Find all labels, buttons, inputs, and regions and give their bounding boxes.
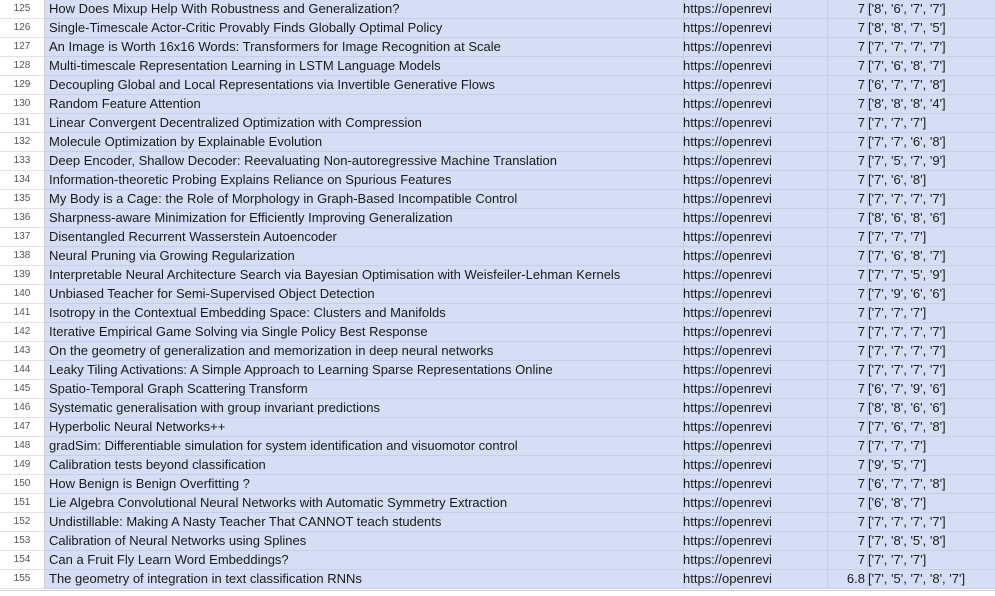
table-row[interactable] bbox=[0, 266, 995, 285]
table-row[interactable] bbox=[0, 190, 995, 209]
row-cells bbox=[45, 513, 995, 532]
ratings-cell[interactable]: ['7', '7', '7', '7'] bbox=[868, 514, 946, 529]
table-row[interactable] bbox=[0, 342, 995, 361]
row-header[interactable]: 151 bbox=[0, 494, 45, 513]
score-cell[interactable]: 7 bbox=[828, 114, 868, 132]
row-cells bbox=[45, 38, 995, 57]
url-cell[interactable]: https://openrevi bbox=[683, 228, 828, 246]
ratings-cell[interactable]: ['6', '8', '7'] bbox=[868, 495, 927, 510]
title-cell[interactable]: The geometry of integration in text classification RNNs bbox=[45, 570, 684, 588]
ratings-cell[interactable]: ['7', '7', '7', '7'] bbox=[868, 39, 946, 54]
table-row[interactable] bbox=[0, 570, 995, 589]
url-cell[interactable]: https://openrevi bbox=[683, 57, 828, 75]
url-cell[interactable]: https://openrevi bbox=[683, 437, 828, 455]
row-header[interactable]: 150 bbox=[0, 475, 45, 494]
table-row[interactable] bbox=[0, 247, 995, 266]
title-cell[interactable]: Sharpness-aware Minimization for Efficiently Improving Generalization bbox=[45, 209, 684, 227]
ratings-cell[interactable]: ['7', '7', '7'] bbox=[868, 115, 927, 130]
ratings-cell[interactable]: ['7', '7', '7', '7'] bbox=[868, 362, 946, 377]
ratings-cell[interactable]: ['8', '6', '7', '7'] bbox=[868, 1, 946, 16]
row-cells bbox=[45, 0, 995, 19]
row-header[interactable]: 146 bbox=[0, 399, 45, 418]
score-cell[interactable]: 7 bbox=[828, 228, 868, 246]
ratings-cell[interactable]: ['7', '7', '7'] bbox=[868, 305, 927, 320]
title-cell[interactable]: Hyperbolic Neural Networks++ bbox=[45, 418, 684, 436]
url-cell[interactable]: https://openrevi bbox=[683, 399, 828, 417]
row-cells bbox=[45, 304, 995, 323]
table-row[interactable] bbox=[0, 38, 995, 57]
score-cell[interactable]: 7 bbox=[828, 57, 868, 75]
table-row[interactable] bbox=[0, 494, 995, 513]
url-cell[interactable]: https://openrevi bbox=[683, 418, 828, 436]
url-cell[interactable]: https://openrevi bbox=[683, 380, 828, 398]
url-cell[interactable]: https://openrevi bbox=[683, 285, 828, 303]
title-cell[interactable]: Isotropy in the Contextual Embedding Space: Clusters and Manifolds bbox=[45, 304, 684, 322]
url-cell[interactable]: https://openrevi bbox=[683, 304, 828, 322]
score-cell[interactable]: 7 bbox=[828, 475, 868, 493]
score-cell[interactable]: 7 bbox=[828, 323, 868, 341]
url-cell[interactable]: https://openrevi bbox=[683, 38, 828, 56]
ratings-cell[interactable]: ['7', '7', '7'] bbox=[868, 438, 927, 453]
score-cell[interactable]: 7 bbox=[828, 361, 868, 379]
url-cell[interactable]: https://openrevi bbox=[683, 95, 828, 113]
row-cells bbox=[45, 171, 995, 190]
row-cells bbox=[45, 228, 995, 247]
ratings-cell[interactable]: ['7', '5', '7', '9'] bbox=[868, 153, 946, 168]
title-cell[interactable]: Can a Fruit Fly Learn Word Embeddings? bbox=[45, 551, 684, 569]
table-row[interactable] bbox=[0, 418, 995, 437]
title-cell[interactable]: Calibration tests beyond classification bbox=[45, 456, 684, 474]
title-cell[interactable]: Systematic generalisation with group invariant predictions bbox=[45, 399, 684, 417]
title-cell[interactable]: gradSim: Differentiable simulation for system identification and visuomotor control bbox=[45, 437, 684, 455]
score-cell[interactable]: 7 bbox=[828, 266, 868, 284]
url-cell[interactable]: https://openrevi bbox=[683, 190, 828, 208]
title-cell[interactable]: Calibration of Neural Networks using Splines bbox=[45, 532, 684, 550]
table-row[interactable] bbox=[0, 209, 995, 228]
table-row[interactable] bbox=[0, 171, 995, 190]
row-cells bbox=[45, 285, 995, 304]
score-cell[interactable]: 7 bbox=[828, 0, 868, 18]
row-header[interactable]: 152 bbox=[0, 513, 45, 532]
row-cells bbox=[45, 266, 995, 285]
title-cell[interactable]: On the geometry of generalization and memorization in deep neural networks bbox=[45, 342, 684, 360]
row-header[interactable]: 134 bbox=[0, 171, 45, 190]
row-header[interactable]: 138 bbox=[0, 247, 45, 266]
row-cells bbox=[45, 475, 995, 494]
table-row[interactable] bbox=[0, 323, 995, 342]
ratings-cell[interactable]: ['7', '7', '7', '7'] bbox=[868, 324, 946, 339]
score-cell[interactable]: 7 bbox=[828, 38, 868, 56]
score-cell[interactable]: 7 bbox=[828, 437, 868, 455]
row-header[interactable]: 127 bbox=[0, 38, 45, 57]
title-cell[interactable]: An Image is Worth 16x16 Words: Transformers for Image Recognition at Scale bbox=[45, 38, 684, 56]
title-cell[interactable]: Undistillable: Making A Nasty Teacher That CANNOT teach students bbox=[45, 513, 684, 531]
ratings-cell[interactable]: ['6', '7', '7', '8'] bbox=[868, 77, 946, 92]
table-row[interactable] bbox=[0, 152, 995, 171]
row-header[interactable]: 126 bbox=[0, 19, 45, 38]
row-header[interactable]: 125 bbox=[0, 0, 45, 19]
title-cell[interactable]: Decoupling Global and Local Representations via Invertible Generative Flows bbox=[45, 76, 684, 94]
row-cells bbox=[45, 57, 995, 76]
ratings-cell[interactable]: ['6', '7', '9', '6'] bbox=[868, 381, 946, 396]
row-cells bbox=[45, 361, 995, 380]
row-header[interactable]: 144 bbox=[0, 361, 45, 380]
title-cell[interactable]: Molecule Optimization by Explainable Evolution bbox=[45, 133, 684, 151]
url-cell[interactable]: https://openrevi bbox=[683, 494, 828, 512]
ratings-cell[interactable]: ['7', '7', '7', '7'] bbox=[868, 191, 946, 206]
row-cells bbox=[45, 19, 995, 38]
score-cell[interactable]: 7 bbox=[828, 152, 868, 170]
score-cell[interactable]: 7 bbox=[828, 513, 868, 531]
row-cells bbox=[45, 437, 995, 456]
row-cells bbox=[45, 418, 995, 437]
row-header[interactable]: 131 bbox=[0, 114, 45, 133]
title-cell[interactable]: Multi-timescale Representation Learning in LSTM Language Models bbox=[45, 57, 684, 75]
ratings-cell[interactable]: ['7', '8', '5', '8'] bbox=[868, 533, 946, 548]
title-cell[interactable]: Disentangled Recurrent Wasserstein Autoencoder bbox=[45, 228, 684, 246]
title-cell[interactable]: Lie Algebra Convolutional Neural Networks with Automatic Symmetry Extraction bbox=[45, 494, 684, 512]
row-cells bbox=[45, 551, 995, 570]
table-row[interactable] bbox=[0, 513, 995, 532]
url-cell[interactable]: https://openrevi bbox=[683, 209, 828, 227]
ratings-cell[interactable]: ['7', '7', '7'] bbox=[868, 229, 927, 244]
ratings-cell[interactable]: ['7', '6', '8', '7'] bbox=[868, 248, 946, 263]
ratings-cell[interactable]: ['7', '7', '5', '9'] bbox=[868, 267, 946, 282]
url-cell[interactable]: https://openrevi bbox=[683, 475, 828, 493]
row-cells bbox=[45, 342, 995, 361]
row-cells bbox=[45, 95, 995, 114]
row-header[interactable]: 137 bbox=[0, 228, 45, 247]
table-row[interactable] bbox=[0, 57, 995, 76]
score-cell[interactable]: 7 bbox=[828, 494, 868, 512]
row-header[interactable]: 155 bbox=[0, 570, 45, 589]
url-cell[interactable]: https://openrevi bbox=[683, 323, 828, 341]
url-cell[interactable]: https://openrevi bbox=[683, 456, 828, 474]
title-cell[interactable]: Deep Encoder, Shallow Decoder: Reevaluating Non-autoregressive Machine Translation bbox=[45, 152, 684, 170]
ratings-cell[interactable]: ['7', '6', '8'] bbox=[868, 172, 927, 187]
table-row[interactable] bbox=[0, 532, 995, 551]
title-cell[interactable]: Unbiased Teacher for Semi-Supervised Object Detection bbox=[45, 285, 684, 303]
score-cell[interactable]: 7 bbox=[828, 456, 868, 474]
row-header[interactable]: 145 bbox=[0, 380, 45, 399]
score-cell[interactable]: 7 bbox=[828, 171, 868, 189]
table-row[interactable] bbox=[0, 399, 995, 418]
url-cell[interactable]: https://openrevi bbox=[683, 76, 828, 94]
row-cells bbox=[45, 114, 995, 133]
score-cell[interactable]: 7 bbox=[828, 418, 868, 436]
table-row[interactable] bbox=[0, 133, 995, 152]
row-cells bbox=[45, 323, 995, 342]
table-row[interactable] bbox=[0, 437, 995, 456]
url-cell[interactable]: https://openrevi bbox=[683, 266, 828, 284]
row-header[interactable]: 132 bbox=[0, 133, 45, 152]
table-row[interactable] bbox=[0, 380, 995, 399]
title-cell[interactable]: Linear Convergent Decentralized Optimization with Compression bbox=[45, 114, 684, 132]
url-cell[interactable]: https://openrevi bbox=[683, 247, 828, 265]
ratings-cell[interactable]: ['8', '8', '8', '4'] bbox=[868, 96, 946, 111]
score-cell[interactable]: 7 bbox=[828, 380, 868, 398]
ratings-cell[interactable]: ['7', '7', '7'] bbox=[868, 552, 927, 567]
title-cell[interactable]: Leaky Tiling Activations: A Simple Approach to Learning Sparse Representations Online bbox=[45, 361, 684, 379]
score-cell[interactable]: 7 bbox=[828, 76, 868, 94]
row-cells bbox=[45, 532, 995, 551]
ratings-cell[interactable]: ['7', '5', '7', '8', '7'] bbox=[868, 571, 966, 586]
row-cells bbox=[45, 380, 995, 399]
row-header[interactable]: 153 bbox=[0, 532, 45, 551]
title-cell[interactable]: My Body is a Cage: the Role of Morphology in Graph-Based Incompatible Control bbox=[45, 190, 684, 208]
row-cells bbox=[45, 399, 995, 418]
row-cells bbox=[45, 570, 995, 589]
url-cell[interactable]: https://openrevi bbox=[683, 114, 828, 132]
ratings-cell[interactable]: ['6', '7', '7', '8'] bbox=[868, 476, 946, 491]
row-cells bbox=[45, 494, 995, 513]
row-header[interactable]: 149 bbox=[0, 456, 45, 475]
row-header[interactable]: 130 bbox=[0, 95, 45, 114]
row-header[interactable]: 133 bbox=[0, 152, 45, 171]
url-cell[interactable]: https://openrevi bbox=[683, 532, 828, 550]
url-cell[interactable]: https://openrevi bbox=[683, 152, 828, 170]
table-row[interactable] bbox=[0, 0, 995, 19]
url-cell[interactable]: https://openrevi bbox=[683, 0, 828, 18]
table-row[interactable] bbox=[0, 95, 995, 114]
score-cell[interactable]: 7 bbox=[828, 551, 868, 569]
ratings-cell[interactable]: ['8', '8', '6', '6'] bbox=[868, 400, 946, 415]
title-cell[interactable]: How Benign is Benign Overfitting ? bbox=[45, 475, 684, 493]
row-cells bbox=[45, 76, 995, 95]
row-header[interactable]: 140 bbox=[0, 285, 45, 304]
score-cell[interactable]: 7 bbox=[828, 399, 868, 417]
score-cell[interactable]: 7 bbox=[828, 95, 868, 113]
row-header[interactable]: 147 bbox=[0, 418, 45, 437]
table-row[interactable] bbox=[0, 475, 995, 494]
row-header[interactable]: 128 bbox=[0, 57, 45, 76]
title-cell[interactable]: Neural Pruning via Growing Regularization bbox=[45, 247, 684, 265]
table-row[interactable] bbox=[0, 285, 995, 304]
table-row[interactable] bbox=[0, 114, 995, 133]
url-cell[interactable]: https://openrevi bbox=[683, 361, 828, 379]
row-header[interactable]: 142 bbox=[0, 323, 45, 342]
ratings-cell[interactable]: ['8', '8', '7', '5'] bbox=[868, 20, 946, 35]
score-cell[interactable]: 7 bbox=[828, 209, 868, 227]
url-cell[interactable]: https://openrevi bbox=[683, 551, 828, 569]
row-cells bbox=[45, 209, 995, 228]
ratings-cell[interactable]: ['7', '9', '6', '6'] bbox=[868, 286, 946, 301]
row-cells bbox=[45, 133, 995, 152]
row-cells bbox=[45, 152, 995, 171]
title-cell[interactable]: Iterative Empirical Game Solving via Single Policy Best Response bbox=[45, 323, 684, 341]
row-header[interactable]: 141 bbox=[0, 304, 45, 323]
score-cell[interactable]: 7 bbox=[828, 247, 868, 265]
url-cell[interactable]: https://openrevi bbox=[683, 19, 828, 37]
row-cells bbox=[45, 190, 995, 209]
ratings-cell[interactable]: ['7', '6', '8', '7'] bbox=[868, 58, 946, 73]
table-row[interactable] bbox=[0, 19, 995, 38]
ratings-cell[interactable]: ['7', '7', '7', '7'] bbox=[868, 343, 946, 358]
next-row-strip bbox=[0, 590, 995, 596]
row-header[interactable]: 143 bbox=[0, 342, 45, 361]
row-header[interactable]: 136 bbox=[0, 209, 45, 228]
title-cell[interactable]: Random Feature Attention bbox=[45, 95, 684, 113]
title-cell[interactable]: How Does Mixup Help With Robustness and Generalization? bbox=[45, 0, 684, 18]
row-header[interactable]: 135 bbox=[0, 190, 45, 209]
url-cell[interactable]: https://openrevi bbox=[683, 570, 828, 588]
title-cell[interactable]: Spatio-Temporal Graph Scattering Transform bbox=[45, 380, 684, 398]
title-cell[interactable]: Single-Timescale Actor-Critic Provably Finds Globally Optimal Policy bbox=[45, 19, 684, 37]
title-cell[interactable]: Interpretable Neural Architecture Search via Bayesian Optimisation with Weisfeiler-Lehman Kernels bbox=[45, 266, 684, 284]
url-cell[interactable]: https://openrevi bbox=[683, 133, 828, 151]
score-cell[interactable]: 7 bbox=[828, 532, 868, 550]
score-cell[interactable]: 7 bbox=[828, 190, 868, 208]
row-header[interactable]: 148 bbox=[0, 437, 45, 456]
ratings-cell[interactable]: ['7', '7', '6', '8'] bbox=[868, 134, 946, 149]
table-row[interactable] bbox=[0, 76, 995, 95]
row-cells bbox=[45, 456, 995, 475]
score-cell[interactable]: 7 bbox=[828, 19, 868, 37]
ratings-cell[interactable]: ['7', '6', '7', '8'] bbox=[868, 419, 946, 434]
score-cell[interactable]: 6.8 bbox=[828, 570, 868, 588]
row-header[interactable]: 154 bbox=[0, 551, 45, 570]
ratings-cell[interactable]: ['9', '5', '7'] bbox=[868, 457, 927, 472]
title-cell[interactable]: Information-theoretic Probing Explains Reliance on Spurious Features bbox=[45, 171, 684, 189]
url-cell[interactable]: https://openrevi bbox=[683, 342, 828, 360]
table-row[interactable] bbox=[0, 304, 995, 323]
row-header[interactable]: 139 bbox=[0, 266, 45, 285]
table-row[interactable] bbox=[0, 551, 995, 570]
score-cell[interactable]: 7 bbox=[828, 342, 868, 360]
url-cell[interactable]: https://openrevi bbox=[683, 513, 828, 531]
table-row[interactable] bbox=[0, 228, 995, 247]
table-row[interactable] bbox=[0, 361, 995, 380]
url-cell[interactable]: https://openrevi bbox=[683, 171, 828, 189]
row-cells bbox=[45, 247, 995, 266]
table-row[interactable] bbox=[0, 456, 995, 475]
ratings-cell[interactable]: ['8', '6', '8', '6'] bbox=[868, 210, 946, 225]
score-cell[interactable]: 7 bbox=[828, 133, 868, 151]
score-cell[interactable]: 7 bbox=[828, 304, 868, 322]
row-header[interactable]: 129 bbox=[0, 76, 45, 95]
score-cell[interactable]: 7 bbox=[828, 285, 868, 303]
